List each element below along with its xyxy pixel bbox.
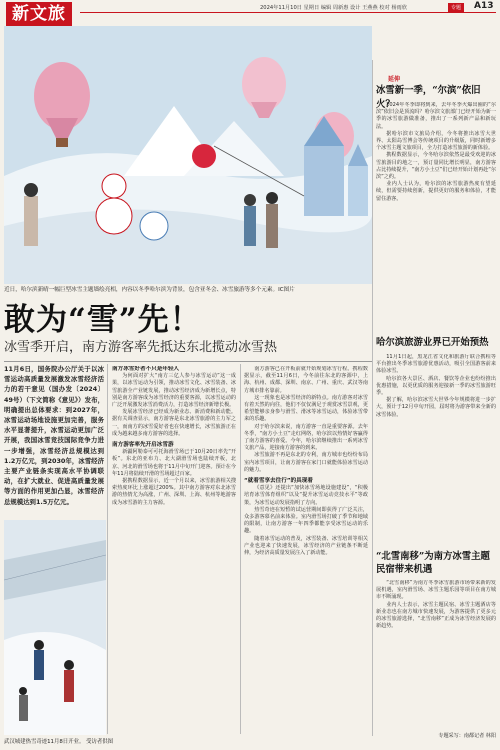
paragraph: 热雪奇迹在短暂的试运营期间即获得了广泛关注，众多游客慕名前来体验。室内滑雪场打破了季节和地域的限制，让南方游客一年四季都能享受冰雪运动的乐趣。 bbox=[244, 506, 368, 535]
photo-indoor-ski bbox=[4, 520, 106, 735]
right-headline-2: 哈尔滨旅游业界已开始预热 bbox=[376, 337, 489, 348]
column-divider bbox=[372, 60, 373, 736]
paragraph: 据携程数据显示，近一个月以来，冰雪旅游相关搜索热度环比上涨超过200%。其中南方游客对东北冰雪游的热情尤为高涨，广州、深圳、上海、杭州等地游客成为冰雪游的主力客源。 bbox=[112, 478, 236, 506]
paragraph: 这一现象也是冰雪经济的新特点。南方游客对冰雪有着天然的向往，他们不仅仅满足于观赏冰雪景观，更希望能够亲身参与滑雪、滑冰等冰雪运动，体验冰雪带来的乐趣。 bbox=[244, 394, 368, 423]
date-line: 2024年11月10日 星期日 编辑 周新惠 设计 王燕燕 校对 杨雨欣 bbox=[260, 5, 407, 11]
paragraph: 携程数据显示，今冬哈尔滨依然是最受欢迎的冰雪旅游目的地之一，预订量同比增长明显，南方游客占比持续提升，“南方小土豆”们已经开始计划再赴“尔滨”之约。 bbox=[376, 152, 496, 181]
lead-paragraph: 11月6日，国务院办公厅关于以冰雪运动高质量发展激发冰雪经济活力的若干意见（国办发〔2024〕49号）（下文简称《意见》）发布，明确提出总体要求：到2027年，冰雪运动场地设施更加完善，服务水平显著提升，冰雪运动更加广泛开展，我国冰雪竞技国际竞争力进一步增强，冰雪经济总规模达到1.2万亿元，到2030年，冰雪经济主要产业链条实现高水平协调联动，在扩大就业、促进高质量发展等方面的作用更加凸显，冰雪经济总规模达到1.5万亿元。 bbox=[4, 365, 104, 506]
photo-top-caption: 近日，哈尔滨新晴一幅巨型冰雪主题墙绘亮相，内容以冬季哈尔滨为背景，包含亚冬会、冰雪旅游等多个元素。IC图片 bbox=[4, 287, 295, 293]
header-rule bbox=[80, 12, 496, 13]
section-title: “就着雪享去往行”的具现着 bbox=[244, 478, 313, 485]
paragraph: 据了解，哈尔滨冰雪大世界今年规模将进一步扩大，预计于12月中旬开园，届时将为游客带来全新的冰雪体验。 bbox=[376, 397, 496, 418]
right-article-3 bbox=[376, 580, 496, 730]
right-article-1 bbox=[376, 102, 496, 332]
section-badge: 专题 bbox=[448, 3, 464, 12]
right-section-label: 延伸 bbox=[388, 76, 401, 83]
paragraph: “北雪南移”为南方冬季冰雪旅游市场带来新的发展机遇，室内滑雪场、冰雪主题乐园等项目在南方城市不断涌现。 bbox=[376, 580, 496, 601]
paragraph: 发展冰雪经济已经成为新业态、新消费和新动能。据有关调查显示，南方游客是东北冰雪旅游的主力军之一，而南方的冰雪爱好者也在快速增长，冰雪旅游正在成为越来越多南方游客的选择。 bbox=[112, 409, 236, 437]
snow-mural-illustration bbox=[4, 26, 372, 284]
column-divider bbox=[240, 364, 241, 734]
right-headline-3: “北雪南移”为南方冰雪主题民宿带来机遇 bbox=[376, 551, 490, 575]
subheadline: 冰雪季开启，南方游客率先抵达东北揽动冰雪热 bbox=[4, 340, 278, 355]
column-divider bbox=[107, 364, 108, 734]
article-column-2 bbox=[244, 366, 368, 734]
paragraph: 随着冰雪运动的普及，冰雪装备、冰雪培训等相关产业也迎来了快速发展，冰雪经济的产业链条不断延伸，为经济高质量发展注入了新动能。 bbox=[244, 535, 368, 557]
paragraph: 对于哈尔滨来说，南方游客一直是重要客源。去年冬季，“南方小土豆”走红网络，哈尔滨以热情好客赢得了南方游客的喜爱。今年，哈尔滨继续推出一系列冰雪文旅产品，迎接南方游客的到来。 bbox=[244, 423, 368, 452]
headline-rule bbox=[4, 361, 372, 362]
paragraph: 新疆阿勒泰可可托海滑雪场已于10月20日率先“开板”。东北的亚布力、北大湖滑雪场也陆续开板，北京、河北的滑雪场也将于11月中旬开门迎客。预计在今年11月将陆续开滑的雪场超过百家。 bbox=[112, 449, 236, 477]
headline: 敢为“雪”先！ bbox=[4, 302, 202, 338]
paragraph: 11月1日起，黑龙江省文化和旅游厅联合携程等平台推出冬季冰雪旅游优惠活动，吸引全国游客前来体验冰雪。 bbox=[376, 354, 496, 375]
page-number: A13 bbox=[474, 1, 494, 11]
paragraph: 《意见》还提出“加快冰雪场地设施建设”，“积极培育冰雪体育组织”以及“提升冰雪运动竞技水平”等政策，为冰雪运动发展指明了方向。 bbox=[244, 485, 368, 506]
photo-bottom-caption: 武汉城建热雪奇迹11月8日开业。 受访者供图 bbox=[4, 739, 114, 745]
section-brand: 新文旅 bbox=[6, 2, 72, 26]
right-headline-1: 冰雪新一季，“尔滨”依旧火？ bbox=[376, 85, 481, 110]
paragraph: 南方游客已在开板前就开始规划冰雪行程。携程数据显示，截至11月6日，今冬前往东北的客源中，上海、杭州、成都、深圳、南京、广州、重庆、武汉等南方城市排名靠前。 bbox=[244, 366, 368, 394]
paragraph: 业内人士表示，冰雪主题民宿、冰雪主题酒店等新业态也在南方城市快速发展，为游客提供了更多元的冰雪旅游选择，“北雪南移”正成为冰雪经济发展的新趋势。 bbox=[376, 601, 496, 630]
section-title: 南方游客率先开启冰雪游 bbox=[112, 442, 174, 449]
paragraph: 哈尔滨各大景区、酒店、餐饮等企业也纷纷推出优惠措施，以更优质的服务迎接新一季的冰雪旅游旺季。 bbox=[376, 375, 496, 397]
paragraph: 为何面对扩大“南方三亿人参与冰雪运动”这一成果，以冰雪运动为引领，推动冰雪文化、冰雪装备、冰雪旅游全产业链发展，推动冰雪经济成为新增长点，特别是南方游客成为冰雪经济的重要客源，以冰雪运动的广泛开展激发冰雪消费活力，打造冰雪经济新增长极。 bbox=[112, 373, 236, 409]
paragraph: 据哈尔滨市文旅局介绍，今冬将推出冰雪大世界、太阳岛雪博会等传统项目的升级版，同时新增多个冰雪主题文旅项目，全力打造冰雪旅游的新体验。 bbox=[376, 130, 496, 152]
section-title: 南方冰雪好者不只是年轻人 bbox=[112, 366, 180, 372]
paragraph: 冰雪旅游不再是东北的专利，南方城市也纷纷布局室内冰雪项目，让南方游客在家门口就能体验冰雪运动的魅力。 bbox=[244, 452, 368, 473]
right-article-2 bbox=[376, 354, 496, 544]
indoor-ski-illustration bbox=[4, 520, 106, 735]
photo-snow-mural bbox=[4, 26, 372, 284]
author-credit: 专题采写：南都记者 林阳 bbox=[438, 733, 496, 739]
paragraph: 2024年冬季即将到来，去年冬季火爆出圈的“尔滨”依旧会是顶流吗？哈尔滨文旅部门已经开始为新一季的冰雪旅游做准备，推出了一系列新产品和新玩法。 bbox=[376, 102, 496, 130]
article-column-1 bbox=[112, 366, 236, 734]
paragraph: 业内人士认为，哈尔滨的冰雪旅游热度有望延续，但需要持续创新，提供更好的服务和体验，才能留住游客。 bbox=[376, 181, 496, 202]
